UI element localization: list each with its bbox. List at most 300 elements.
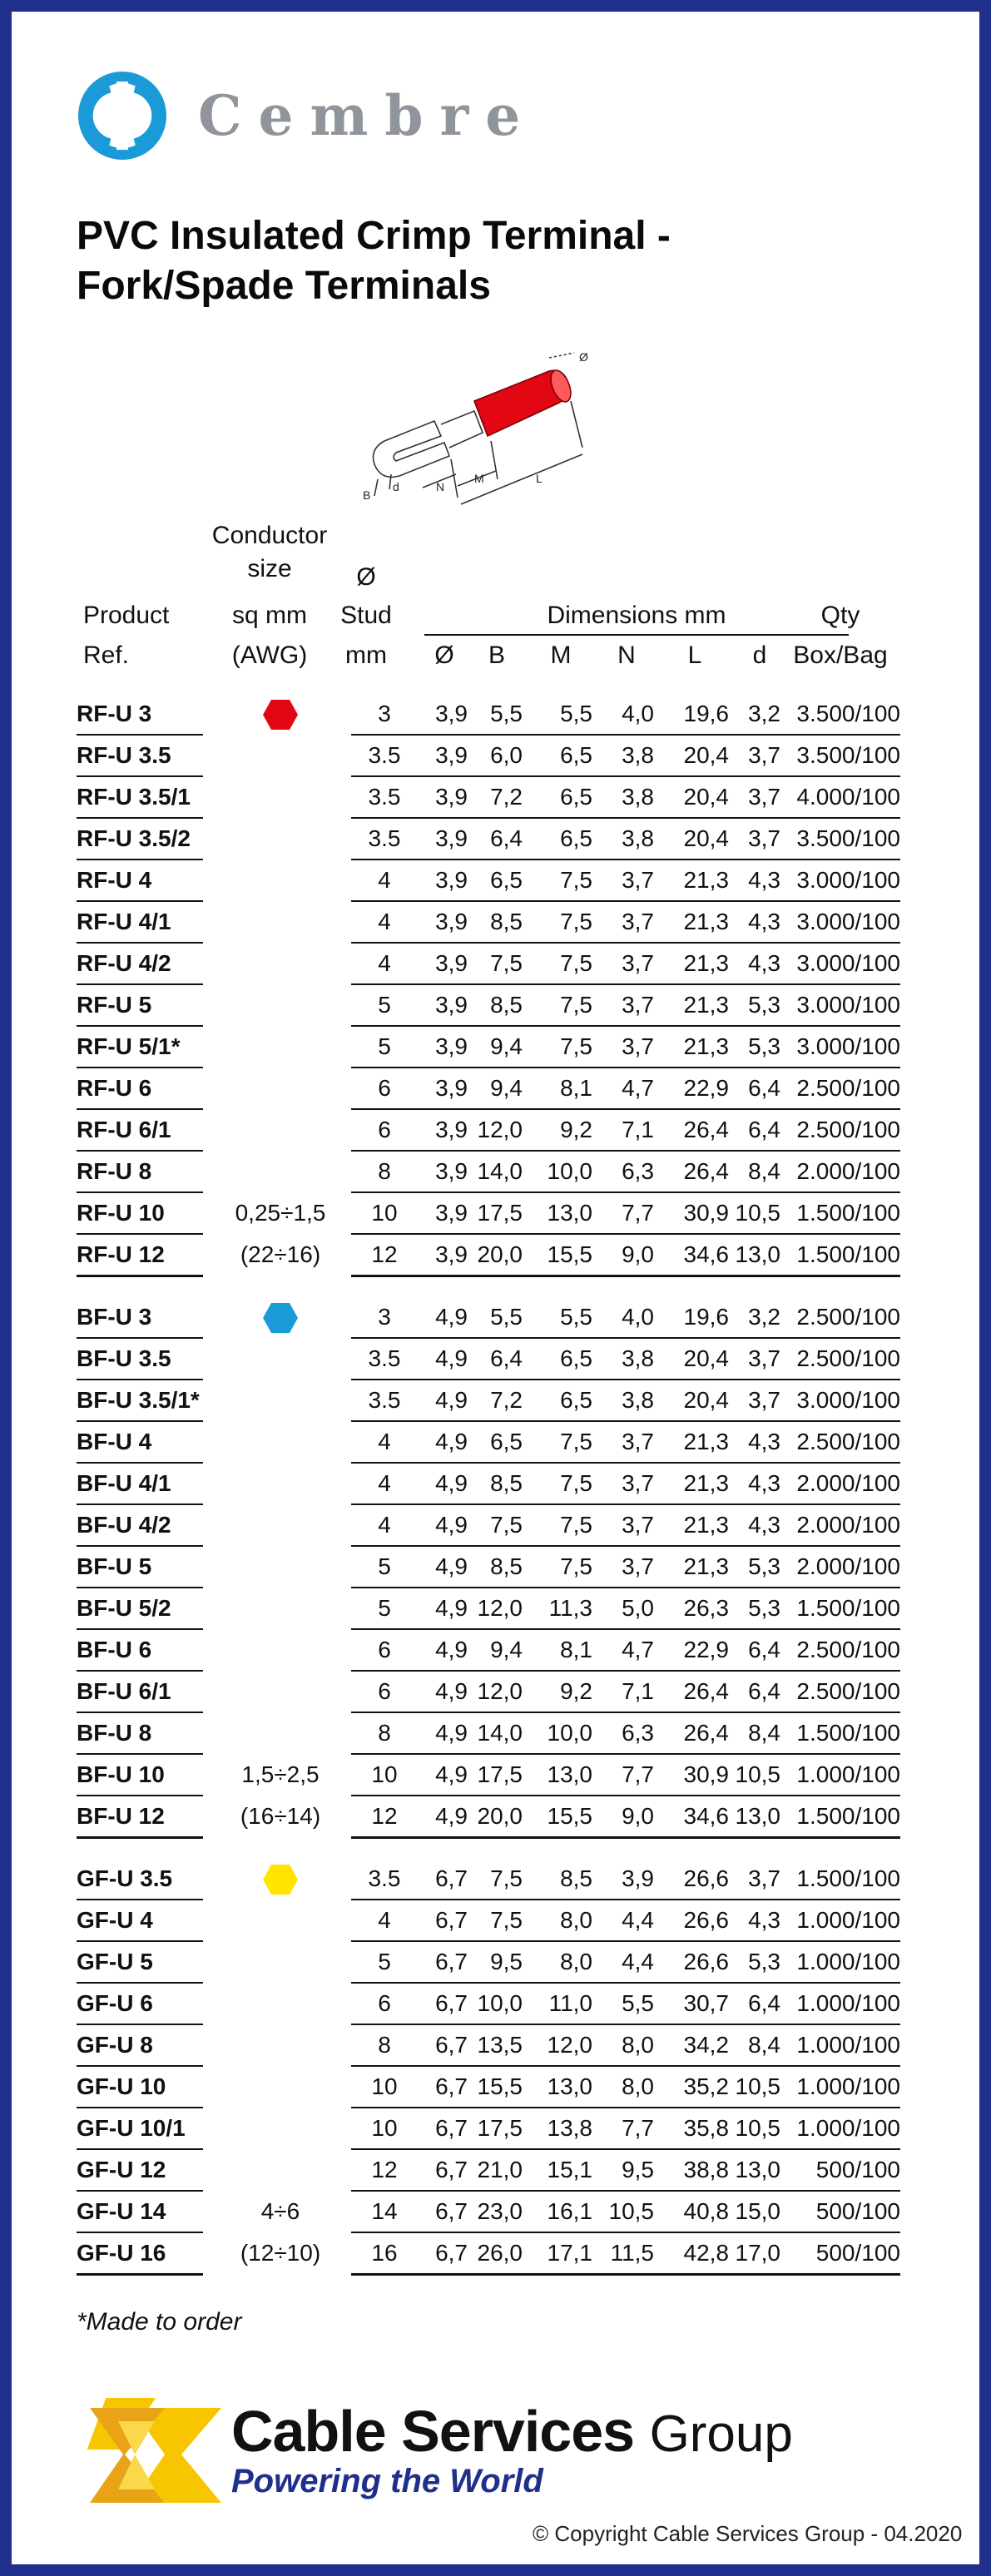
dim-d: 13,0 <box>729 2149 780 2191</box>
qty-box-bag: 1.500/100 <box>780 1234 900 1276</box>
dim-n: 5,5 <box>592 1983 654 2024</box>
dim-n: 8,0 <box>592 2024 654 2066</box>
stud-size: 5 <box>351 1941 418 1983</box>
dim-d: 4,3 <box>729 1421 780 1463</box>
dim-dia: 6,7 <box>418 1900 468 1941</box>
dim-b: 7,5 <box>468 943 523 984</box>
table-row <box>77 984 900 1026</box>
dim-l: 19,6 <box>654 1297 729 1338</box>
dim-m: 9,2 <box>523 1109 592 1151</box>
product-ref: RF-U 4/2 <box>77 943 203 984</box>
dim-m: 7,5 <box>523 1463 592 1504</box>
conductor-size <box>210 1900 351 1941</box>
dim-m: 7,5 <box>523 984 592 1026</box>
conductor-size <box>210 1712 351 1754</box>
dim-l: 20,4 <box>654 1338 729 1380</box>
qty-box-bag: 1.500/100 <box>780 1588 900 1629</box>
header-l: L <box>687 642 702 669</box>
qty-box-bag: 1.500/100 <box>780 1859 900 1900</box>
table-row <box>77 2232 900 2275</box>
dim-d: 4,3 <box>729 859 780 901</box>
dim-d: 10,5 <box>729 2108 780 2149</box>
product-ref: BF-U 12 <box>77 1796 203 1838</box>
conductor-size <box>210 1380 351 1421</box>
table-row <box>77 859 900 901</box>
dim-n: 3,7 <box>592 1546 654 1588</box>
diagram-label-dia: Ø <box>579 350 588 364</box>
dim-n: 3,8 <box>592 776 654 818</box>
header-dimensions-rule <box>424 634 849 636</box>
stud-size: 5 <box>351 1546 418 1588</box>
dim-b: 8,5 <box>468 901 523 943</box>
column-gap <box>203 984 210 1026</box>
diagram-label-b: B <box>363 488 371 502</box>
qty-box-bag: 3.500/100 <box>780 818 900 859</box>
stud-size: 3.5 <box>351 1859 418 1900</box>
dim-dia: 3,9 <box>418 735 468 776</box>
dim-dia: 4,9 <box>418 1504 468 1546</box>
column-gap <box>203 1068 210 1109</box>
table-row <box>77 776 900 818</box>
dim-l: 20,4 <box>654 1380 729 1421</box>
dim-dia: 4,9 <box>418 1463 468 1504</box>
qty-box-bag: 3.000/100 <box>780 984 900 1026</box>
dim-l: 26,4 <box>654 1671 729 1712</box>
column-gap <box>203 1983 210 2024</box>
dim-b: 7,2 <box>468 1380 523 1421</box>
dim-dia: 3,9 <box>418 1109 468 1151</box>
dim-d: 4,3 <box>729 1463 780 1504</box>
dim-b: 10,0 <box>468 1983 523 2024</box>
dim-dia: 3,9 <box>418 943 468 984</box>
dim-b: 15,5 <box>468 2066 523 2108</box>
table-row <box>77 1338 900 1380</box>
dim-d: 3,7 <box>729 735 780 776</box>
product-ref: RF-U 4 <box>77 859 203 901</box>
qty-box-bag: 1.500/100 <box>780 1796 900 1838</box>
dim-b: 26,0 <box>468 2232 523 2275</box>
header-stud: Stud <box>340 602 392 629</box>
column-gap <box>203 1712 210 1754</box>
diagram-label-d: d <box>393 480 399 493</box>
product-ref: GF-U 16 <box>77 2232 203 2275</box>
dim-l: 35,8 <box>654 2108 729 2149</box>
header-d: d <box>752 642 767 669</box>
dim-d: 3,2 <box>729 1297 780 1338</box>
table-row <box>77 1151 900 1192</box>
group-spacer <box>77 1838 900 1860</box>
qty-box-bag: 2.000/100 <box>780 1151 900 1192</box>
dim-dia: 3,9 <box>418 901 468 943</box>
product-ref: RF-U 10 <box>77 1192 203 1234</box>
stud-size: 5 <box>351 1026 418 1068</box>
dim-l: 26,6 <box>654 1859 729 1900</box>
qty-box-bag: 1.500/100 <box>780 1192 900 1234</box>
dim-m: 8,5 <box>523 1859 592 1900</box>
conductor-size <box>210 818 351 859</box>
dim-m: 11,3 <box>523 1588 592 1629</box>
copyright: © Copyright Cable Services Group - 04.2020 <box>533 2521 963 2546</box>
dim-n: 3,7 <box>592 943 654 984</box>
dim-d: 3,7 <box>729 776 780 818</box>
dim-m: 8,0 <box>523 1941 592 1983</box>
column-gap <box>203 818 210 859</box>
conductor-size: (12÷10) <box>240 2240 321 2266</box>
table-row <box>77 1983 900 2024</box>
dim-m: 15,1 <box>523 2149 592 2191</box>
header-size: size <box>247 555 292 582</box>
table-row <box>77 1463 900 1504</box>
dim-b: 17,5 <box>468 1192 523 1234</box>
dim-b: 9,4 <box>468 1629 523 1671</box>
qty-box-bag: 1.000/100 <box>780 1941 900 1983</box>
conductor-size: 0,25÷1,5 <box>235 1200 326 1226</box>
dim-n: 9,0 <box>592 1796 654 1838</box>
dim-dia: 4,9 <box>418 1546 468 1588</box>
column-gap <box>203 1192 210 1234</box>
table-row <box>77 1421 900 1463</box>
dim-l: 30,9 <box>654 1754 729 1796</box>
dim-dia: 4,9 <box>418 1297 468 1338</box>
dim-m: 6,5 <box>523 735 592 776</box>
product-ref: RF-U 4/1 <box>77 901 203 943</box>
dim-m: 13,8 <box>523 2108 592 2149</box>
dim-d: 4,3 <box>729 943 780 984</box>
dim-l: 34,6 <box>654 1796 729 1838</box>
column-gap <box>203 1504 210 1546</box>
conductor-size <box>210 901 351 943</box>
dim-l: 35,2 <box>654 2066 729 2108</box>
conductor-size <box>210 1546 351 1588</box>
dim-m: 7,5 <box>523 1504 592 1546</box>
column-gap <box>203 1629 210 1671</box>
dim-b: 14,0 <box>468 1151 523 1192</box>
dim-d: 6,4 <box>729 1109 780 1151</box>
csg-company-name <box>231 2398 793 2465</box>
conductor-size <box>210 1463 351 1504</box>
table-row <box>77 1900 900 1941</box>
table-row <box>77 1504 900 1546</box>
conductor-size <box>210 1671 351 1712</box>
dim-m: 13,0 <box>523 1192 592 1234</box>
table-row <box>77 1297 900 1338</box>
dim-dia: 4,9 <box>418 1380 468 1421</box>
product-ref: RF-U 3.5/1 <box>77 776 203 818</box>
dim-l: 26,6 <box>654 1900 729 1941</box>
qty-box-bag: 1.000/100 <box>780 2024 900 2066</box>
dim-m: 15,5 <box>523 1234 592 1276</box>
product-ref: BF-U 10 <box>77 1754 203 1796</box>
dim-dia: 3,9 <box>418 1151 468 1192</box>
dim-d: 3,7 <box>729 1859 780 1900</box>
dim-m: 6,5 <box>523 1338 592 1380</box>
dim-n: 4,0 <box>592 694 654 735</box>
terminal-diagram <box>358 349 632 520</box>
product-ref: GF-U 14 <box>77 2191 203 2232</box>
title-line-2: Fork/Spade Terminals <box>77 264 491 308</box>
dim-m: 16,1 <box>523 2191 592 2232</box>
dim-b: 5,5 <box>468 694 523 735</box>
dim-m: 6,5 <box>523 1380 592 1421</box>
column-gap <box>203 1151 210 1192</box>
conductor-size <box>210 1941 351 1983</box>
qty-box-bag: 1.000/100 <box>780 1900 900 1941</box>
page-title <box>77 211 909 311</box>
stud-size: 10 <box>351 2108 418 2149</box>
dim-dia: 6,7 <box>418 1859 468 1900</box>
column-gap <box>203 1754 210 1796</box>
dim-m: 9,2 <box>523 1671 592 1712</box>
conductor-size: 4÷6 <box>260 2198 300 2224</box>
dim-d: 4,3 <box>729 1504 780 1546</box>
qty-box-bag: 500/100 <box>780 2232 900 2275</box>
dim-l: 30,9 <box>654 1192 729 1234</box>
product-ref: RF-U 6/1 <box>77 1109 203 1151</box>
product-ref: BF-U 4/1 <box>77 1463 203 1504</box>
product-ref: BF-U 3.5 <box>77 1338 203 1380</box>
dim-m: 13,0 <box>523 2066 592 2108</box>
group-spacer-cell <box>77 1276 900 1298</box>
dim-b: 9,5 <box>468 1941 523 1983</box>
dim-d: 15,0 <box>729 2191 780 2232</box>
dim-d: 8,4 <box>729 1151 780 1192</box>
dim-l: 20,4 <box>654 735 729 776</box>
dim-l: 19,6 <box>654 694 729 735</box>
dim-dia: 4,9 <box>418 1671 468 1712</box>
qty-box-bag: 500/100 <box>780 2191 900 2232</box>
dim-l: 21,3 <box>654 1546 729 1588</box>
dim-n: 3,8 <box>592 735 654 776</box>
dim-dia: 4,9 <box>418 1754 468 1796</box>
dim-dia: 3,9 <box>418 1026 468 1068</box>
column-gap <box>203 1546 210 1588</box>
dim-n: 6,3 <box>592 1151 654 1192</box>
dim-m: 7,5 <box>523 901 592 943</box>
dim-d: 17,0 <box>729 2232 780 2275</box>
product-ref: GF-U 8 <box>77 2024 203 2066</box>
dim-d: 4,3 <box>729 1900 780 1941</box>
stud-size: 3.5 <box>351 1338 418 1380</box>
dim-d: 10,5 <box>729 1192 780 1234</box>
dim-l: 21,3 <box>654 943 729 984</box>
stud-size: 6 <box>351 1671 418 1712</box>
table-row <box>77 1712 900 1754</box>
dim-b: 6,4 <box>468 1338 523 1380</box>
dim-l: 26,4 <box>654 1151 729 1192</box>
cembre-logo <box>77 70 537 161</box>
stud-size: 3.5 <box>351 1380 418 1421</box>
stud-size: 6 <box>351 1629 418 1671</box>
header-awg: (AWG) <box>231 642 308 669</box>
dim-b: 20,0 <box>468 1796 523 1838</box>
dim-b: 7,5 <box>468 1900 523 1941</box>
dim-dia: 6,7 <box>418 2108 468 2149</box>
qty-box-bag: 2.000/100 <box>780 1504 900 1546</box>
dim-d: 5,3 <box>729 1546 780 1588</box>
table-row <box>77 818 900 859</box>
qty-box-bag: 3.500/100 <box>780 735 900 776</box>
column-gap <box>203 2191 210 2232</box>
dim-m: 7,5 <box>523 943 592 984</box>
color-code-hexagon-icon <box>262 698 299 731</box>
dim-b: 7,5 <box>468 1504 523 1546</box>
column-gap <box>203 1463 210 1504</box>
column-gap <box>203 1380 210 1421</box>
stud-size: 10 <box>351 2066 418 2108</box>
dim-n: 3,8 <box>592 818 654 859</box>
stud-size: 3 <box>351 694 418 735</box>
stud-size: 4 <box>351 859 418 901</box>
product-ref: BF-U 4 <box>77 1421 203 1463</box>
product-ref: RF-U 12 <box>77 1234 203 1276</box>
conductor-size <box>210 943 351 984</box>
dim-dia: 6,7 <box>418 1941 468 1983</box>
dim-b: 8,5 <box>468 984 523 1026</box>
dim-n: 4,7 <box>592 1629 654 1671</box>
dim-m: 8,1 <box>523 1068 592 1109</box>
column-gap <box>203 1338 210 1380</box>
dim-dia: 3,9 <box>418 694 468 735</box>
dim-dia: 4,9 <box>418 1629 468 1671</box>
column-gap <box>203 901 210 943</box>
dim-d: 5,3 <box>729 984 780 1026</box>
dim-b: 13,5 <box>468 2024 523 2066</box>
product-ref: GF-U 3.5 <box>77 1859 203 1900</box>
dim-l: 21,3 <box>654 1026 729 1068</box>
dim-n: 5,0 <box>592 1588 654 1629</box>
table-row <box>77 1588 900 1629</box>
table-row <box>77 735 900 776</box>
dim-m: 11,0 <box>523 1983 592 2024</box>
header-qty: Qty <box>820 602 860 629</box>
conductor-size <box>210 2024 351 2066</box>
conductor-size <box>210 1109 351 1151</box>
dim-n: 7,7 <box>592 1192 654 1234</box>
qty-box-bag: 2.000/100 <box>780 1546 900 1588</box>
csg-logo <box>82 2396 223 2509</box>
header-stud-mm: mm <box>345 642 387 669</box>
dim-d: 5,3 <box>729 1026 780 1068</box>
column-gap <box>203 1234 210 1276</box>
product-ref: GF-U 4 <box>77 1900 203 1941</box>
product-ref: RF-U 3 <box>77 694 203 735</box>
product-ref: BF-U 5 <box>77 1546 203 1588</box>
table-row <box>77 1234 900 1276</box>
dim-dia: 4,9 <box>418 1588 468 1629</box>
dim-d: 4,3 <box>729 901 780 943</box>
group-spacer-cell <box>77 1838 900 1860</box>
qty-box-bag: 3.000/100 <box>780 943 900 984</box>
dim-m: 6,5 <box>523 818 592 859</box>
product-ref: BF-U 3.5/1* <box>77 1380 203 1421</box>
color-code-hexagon-icon <box>262 1301 299 1335</box>
stud-size: 12 <box>351 2149 418 2191</box>
dim-m: 7,5 <box>523 859 592 901</box>
column-gap <box>203 776 210 818</box>
conductor-size <box>210 1504 351 1546</box>
conductor-size <box>210 984 351 1026</box>
dim-m: 13,0 <box>523 1754 592 1796</box>
column-gap <box>203 2024 210 2066</box>
dim-l: 34,6 <box>654 1234 729 1276</box>
product-ref: BF-U 6 <box>77 1629 203 1671</box>
header-conductor: Conductor <box>211 522 328 549</box>
dim-b: 7,5 <box>468 1859 523 1900</box>
conductor-size <box>210 1338 351 1380</box>
dim-b: 5,5 <box>468 1297 523 1338</box>
table-row <box>77 1026 900 1068</box>
dim-dia: 3,9 <box>418 1234 468 1276</box>
dim-dia: 3,9 <box>418 818 468 859</box>
conductor-size <box>210 1983 351 2024</box>
conductor-size <box>210 1629 351 1671</box>
stud-size: 4 <box>351 1900 418 1941</box>
dim-l: 20,4 <box>654 776 729 818</box>
stud-size: 3.5 <box>351 818 418 859</box>
dim-d: 8,4 <box>729 1712 780 1754</box>
dim-d: 10,5 <box>729 2066 780 2108</box>
product-ref: GF-U 5 <box>77 1941 203 1983</box>
dim-n: 4,7 <box>592 1068 654 1109</box>
dim-n: 11,5 <box>592 2232 654 2275</box>
dim-l: 21,3 <box>654 984 729 1026</box>
header-n: N <box>617 642 636 669</box>
table-row <box>77 1796 900 1838</box>
header-box-bag: Box/Bag <box>793 642 888 669</box>
column-gap <box>203 1941 210 1983</box>
cembre-logo-icon <box>77 70 168 161</box>
table-row <box>77 2191 900 2232</box>
table-row <box>77 1546 900 1588</box>
header-sqmm: sq mm <box>232 602 307 629</box>
stud-size: 6 <box>351 1983 418 2024</box>
table-row <box>77 943 900 984</box>
column-gap <box>203 694 210 735</box>
csg-tagline: Powering the World <box>231 2463 543 2499</box>
conductor-size <box>210 1588 351 1629</box>
dim-l: 20,4 <box>654 818 729 859</box>
conductor-size <box>210 1068 351 1109</box>
dim-n: 10,5 <box>592 2191 654 2232</box>
stud-size: 5 <box>351 1588 418 1629</box>
table-row <box>77 694 900 735</box>
dim-l: 26,6 <box>654 1941 729 1983</box>
dim-m: 7,5 <box>523 1421 592 1463</box>
dim-m: 10,0 <box>523 1151 592 1192</box>
product-ref: BF-U 3 <box>77 1297 203 1338</box>
table-row <box>77 2108 900 2149</box>
product-ref: RF-U 5 <box>77 984 203 1026</box>
terminal-table <box>77 694 900 2276</box>
dim-b: 9,4 <box>468 1068 523 1109</box>
dim-n: 3,7 <box>592 1026 654 1068</box>
stud-size: 12 <box>351 1796 418 1838</box>
dim-l: 42,8 <box>654 2232 729 2275</box>
dim-n: 3,8 <box>592 1338 654 1380</box>
dim-l: 26,3 <box>654 1588 729 1629</box>
dim-d: 8,4 <box>729 2024 780 2066</box>
stud-size: 8 <box>351 1712 418 1754</box>
csg-company-bold: Cable Services <box>231 2399 635 2464</box>
stud-size: 14 <box>351 2191 418 2232</box>
column-gap <box>203 1859 210 1900</box>
qty-box-bag: 2.500/100 <box>780 1421 900 1463</box>
table-row <box>77 2024 900 2066</box>
column-gap <box>203 943 210 984</box>
column-gap <box>203 735 210 776</box>
conductor-size <box>210 776 351 818</box>
dim-dia: 6,7 <box>418 2149 468 2191</box>
